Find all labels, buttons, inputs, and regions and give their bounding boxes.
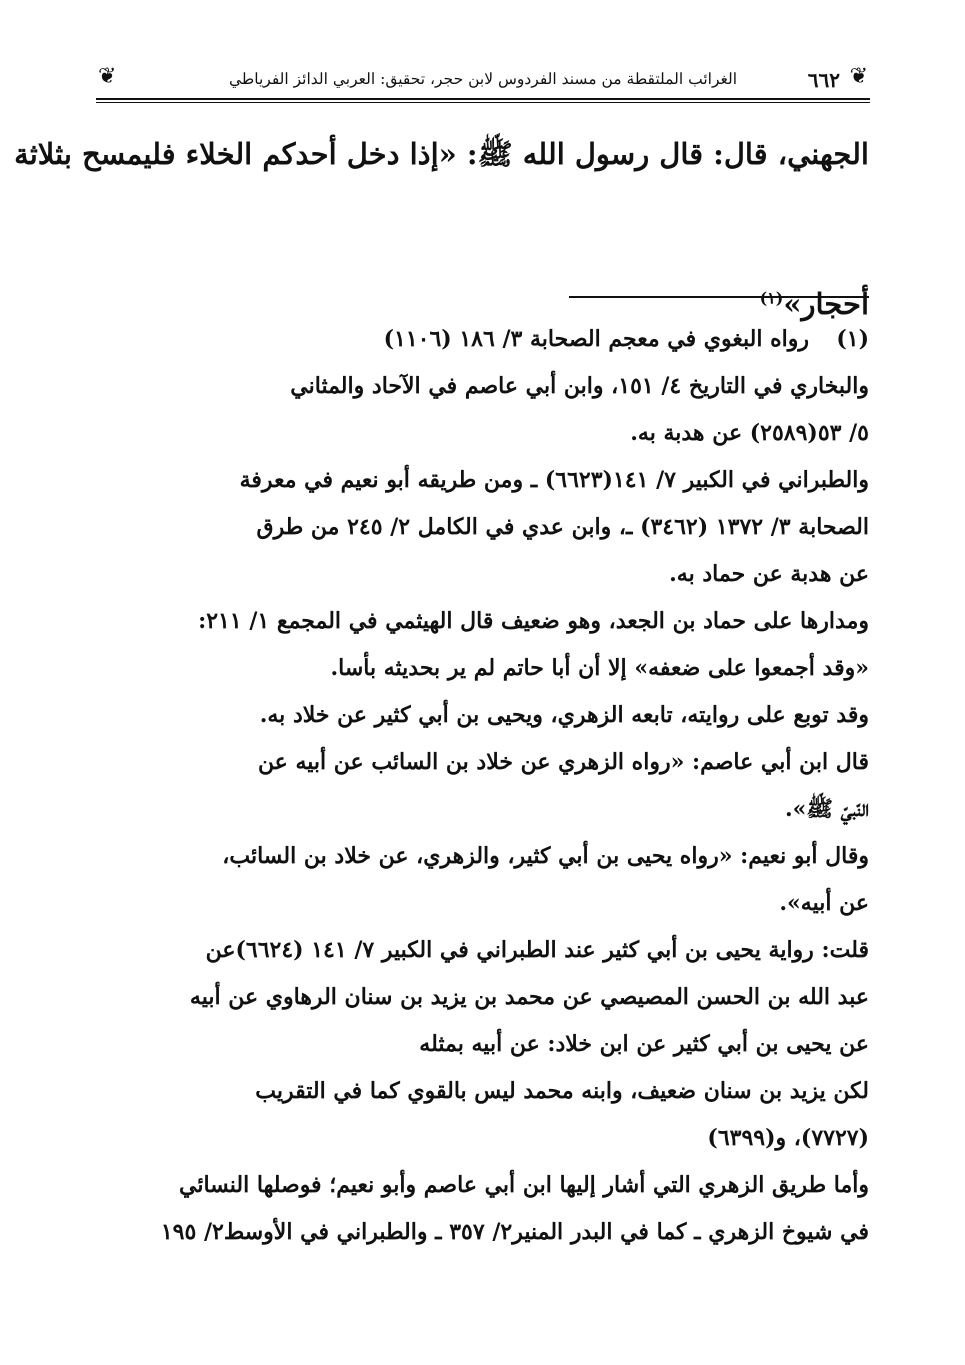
header-ornament-right-icon: ❦ [849, 64, 868, 89]
header-rule-thin [96, 102, 870, 103]
footnote-reference: (١) [759, 288, 784, 308]
header-rule-thick [96, 98, 870, 100]
footnote-line: عن هدبة عن حماد به. [669, 561, 869, 587]
footnote-line: والبخاري في التاريخ ٤/ ١٥١، وابن أبي عاصم في الآحاد والمثاني [290, 373, 869, 399]
footnote-line: قلت: رواية يحيى بن أبي كثير عند الطبراني في الكبير ٧/ ١٤١ (٦٦٢٤)عن [205, 937, 869, 963]
footnote-line: ومدارها على حماد بن الجعد، وهو ضعيف قال الهيثمي في المجمع ١/ ٢١١: [198, 608, 869, 634]
running-title: الغرائب الملتقطة من مسند الفردوس لابن حجر، تحقيق: العربي الدائز الفرياطي [228, 70, 738, 88]
footnote-line: وأما طريق الزهري التي أشار إليها ابن أبي عاصم وأبو نعيم؛ فوصلها النسائي [178, 1172, 869, 1198]
footnote-line: (٧٧٢٧)، و(٦٣٩٩) [707, 1125, 869, 1151]
footnote-text: رواه البغوي في معجم الصحابة ٣/ ١٨٦ (١١٠٦) [383, 326, 809, 352]
footnote-number: (١) [836, 326, 869, 352]
running-header [96, 62, 870, 106]
footnote-line: والطبراني في الكبير ٧/ ١٤١(٦٦٢٣) ـ ومن طريقه أبو نعيم في معرفة [239, 467, 869, 493]
footnotes [96, 316, 869, 1256]
main-text-fragment: أحجار» [783, 287, 869, 321]
footnote-line: الصحابة ٣/ ١٣٧٢ (٣٤٦٢) ـ، وابن عدي في الكامل ٢/ ٢٤٥ من طرق [256, 514, 869, 540]
footnote-line: عن أبيه». [779, 890, 869, 916]
footnote-line: وقد توبع على روايته، تابعه الزهري، ويحيى بن أبي كثير عن خلاد به. [259, 702, 869, 728]
header-ornament-left-icon: ❦ [98, 64, 117, 89]
footnote-line: النّبيّ ﷺ». [784, 796, 869, 822]
footnote-line: في شيوخ الزهري ـ كما في البدر المنير٢/ ٣٥٧ ـ والطبراني في الأوسط٢/ ١٩٥ [160, 1219, 869, 1245]
footnote-line: عبد الله بن الحسن المصيصي عن محمد بن يزيد بن سنان الرهاوي عن أبيه [189, 984, 869, 1010]
footnote-line: قال ابن أبي عاصم: «رواه الزهري عن خلاد بن السائب عن أبيه عن [257, 749, 869, 775]
footnote-line: ٥/ ٥٣(٢٥٨٩) عن هدبة به. [630, 420, 869, 446]
footnote-line: وقال أبو نعيم: «رواه يحيى بن أبي كثير، والزهري، عن خلاد بن السائب، [222, 843, 869, 869]
footnote-line: عن يحيى بن أبي كثير عن ابن خلاد: عن أبيه بمثله [419, 1031, 869, 1057]
footnote-separator [569, 296, 869, 298]
footnote-line [96, 316, 869, 363]
main-text-line: الجهني، قال: قال رسول الله ﷺ: «إذا دخل أحدكم الخلاء فليمسح بثلاثة [14, 137, 869, 171]
footnote-line: لكن يزيد بن سنان ضعيف، وابنه محمد ليس بالقوي كما في التقريب [255, 1078, 869, 1104]
page-number: ٦٦٢ [807, 68, 840, 92]
footnote-line: «وقد أجمعوا على ضعفه» إلا أن أبا حاتم لم ير بحديثه بأسا. [330, 655, 869, 681]
